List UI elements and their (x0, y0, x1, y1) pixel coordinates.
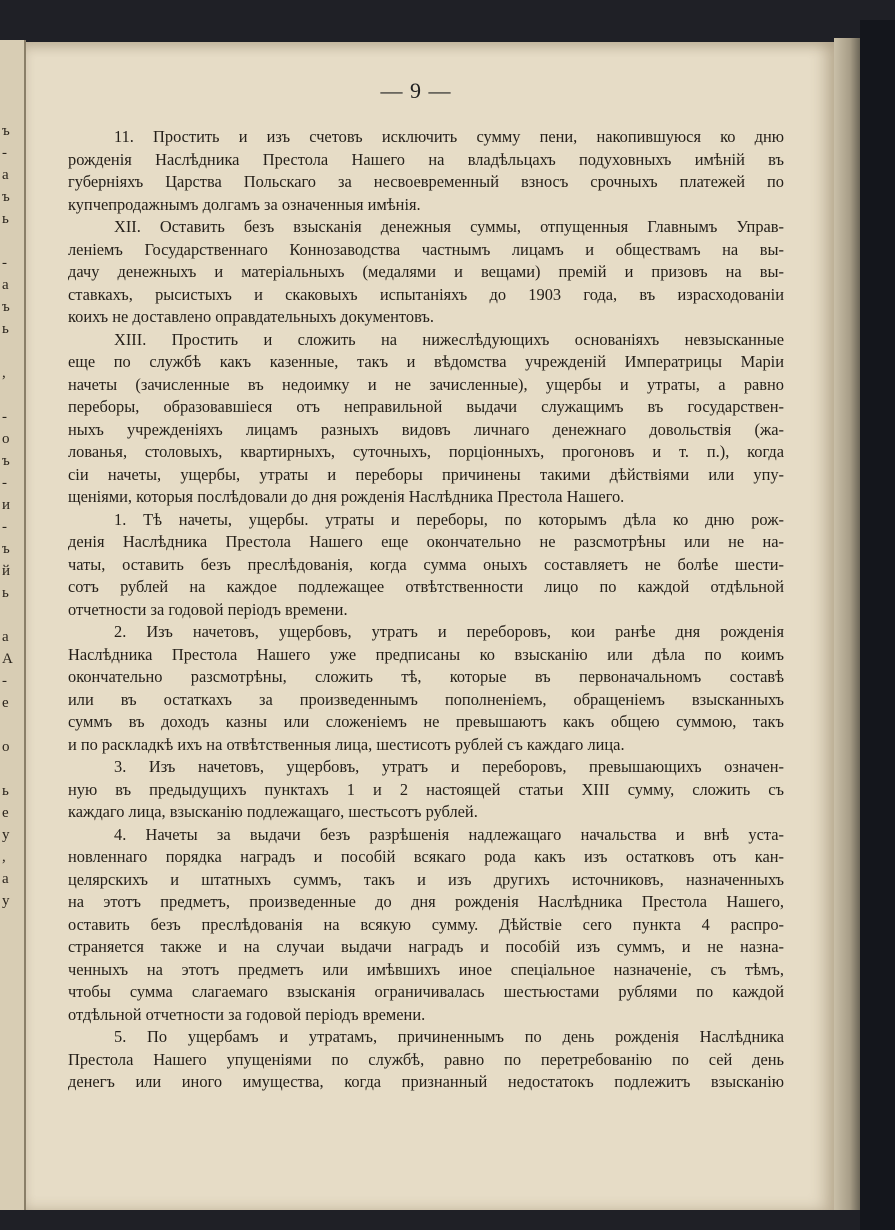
text-line: XIII. Простить и сложить на нижеслѣдующихъ основаніяхъ невзысканные (114, 329, 784, 349)
text-line: новленнаго порядка наградъ и пособій всякаго рода какъ изъ остатковъ отъ кан- (68, 847, 784, 866)
text-line: сіи начеты, ущербы, утраты и переборы причинены такими дѣйствіями или упу- (68, 464, 784, 484)
text-line: коихъ не доставлено оправдательныхъ документовъ. (68, 307, 434, 326)
text-line: рожденія Наслѣдника Престола Нашего на владѣльцахъ подуховныхъ имѣній въ (68, 149, 784, 169)
text-line: 2. Изъ начетовъ, ущербовъ, утратъ и переборовъ, кои ранѣе дня рожденія (114, 622, 784, 641)
text-line: денегъ или иного имущества, когда признанный недостатокъ подлежитъ взысканію (68, 1072, 784, 1091)
text-line: купчепродажнымъ долгамъ за означенныя имѣнія. (68, 194, 421, 214)
text-line: ныхъ учрежденіяхъ лицамъ разныхъ видовъ личнаго денежнаго довольствія (жа- (68, 419, 784, 439)
text-line: дачу денежныхъ и матеріальныхъ (медалями и вещами) премій и призовъ на вы- (68, 262, 784, 281)
text-line: 11. Простить и изъ счетовъ исключить сумму пени, накопившуюся ко дню (114, 127, 784, 146)
body-text (68, 126, 784, 1094)
page-stack-edge (834, 38, 860, 1210)
text-line: и по раскладкѣ ихъ на отвѣтственныя лица, шестисотъ рублей съ каждаго лица. (68, 734, 625, 754)
text-line: ную въ предыдущихъ пунктахъ 1 и 2 настоящей статьи XIII сумму, сложить съ (68, 779, 784, 799)
text-line: отдѣльной отчетности за годовой періодъ времени. (68, 1004, 426, 1024)
text-line: или въ остаткахъ за произведеннымъ пополненіемъ, обращеніемъ взысканныхъ (68, 689, 784, 709)
text-line: 3. Изъ начетовъ, ущербовъ, утратъ и переборовъ, превышающихъ означен- (114, 757, 784, 776)
text-line: еще по службѣ какъ казенные, такъ и вѣдомства учрежденій Императрицы Маріи (68, 352, 784, 371)
text-line: целярскихъ и штатныхъ суммъ, такъ и изъ другихъ источниковъ, назначенныхъ (68, 869, 784, 889)
text-line: XII. Оставить безъ взысканія денежныя суммы, отпущенныя Главнымъ Управ- (114, 217, 784, 236)
text-line: денія Наслѣдника Престола Нашего еще окончательно не разсмотрѣны или не на- (68, 532, 784, 551)
text-line: каждаго лица, взысканію подлежащаго, шестьсотъ рублей. (68, 802, 478, 821)
page-number: — 9 — (380, 78, 452, 103)
text-line: Наслѣдника Престола Нашего уже предписаны ко взысканію или дѣла по коимъ (68, 644, 784, 664)
text-line: лованья, столовыхъ, квартирныхъ, суточныхъ, порціонныхъ, прогоновъ и т. п.), когда (68, 442, 784, 461)
text-line: окончательно разсмотрѣны, сложить тѣ, которые въ первоначальномъ составѣ (68, 667, 784, 686)
text-line: ченныхъ на этотъ предметъ или имѣвшихъ иное спеціальное назначеніе, съ тѣмъ, (68, 959, 784, 979)
document-page (26, 42, 834, 1210)
text-line: отчетности за годовой періодъ времени. (68, 599, 348, 619)
text-line: щеніями, которыя послѣдовали до дня рожденія Наслѣдника Престола Нашего. (68, 487, 625, 506)
text-line: леніемъ Государственнаго Коннозаводства частнымъ лицамъ и обществамъ на вы- (68, 239, 784, 259)
text-line: чтобы сумма слагаемаго взысканія ограничивалась шестьюстами рублями по каждой (68, 982, 784, 1001)
text-line: губерніяхъ Царства Польскаго за несвоевременный взносъ срочныхъ платежей по (68, 172, 784, 191)
book-spine (860, 20, 895, 1230)
text-line: 1. Тѣ начеты, ущербы. утраты и переборы, по которымъ дѣла ко дню рож- (114, 509, 784, 529)
text-line: суммъ въ доходъ казны или сложеніемъ не превышаютъ какъ общею суммою, такъ (68, 712, 784, 731)
text-line: начеты (зачисленные въ недоимку и не зачисленные), ущербы и утраты, а равно (68, 374, 784, 394)
text-line: чаты, оставить безъ преслѣдованія, когда сумма оныхъ составляетъ не болѣе шести- (68, 554, 784, 574)
text-line: ставкахъ, рысистыхъ и скаковыхъ испытаніяхъ до 1903 года, въ израсходованіи (68, 284, 784, 304)
left-margin-text-fragments: ъ - а ъ ь - а ъ ь , - о ъ - и - ъ й ь а А - e о ь е у , а у (2, 123, 13, 909)
text-line: 5. По ущербамъ и утратамъ, причиненнымъ по день рожденія Наслѣдника (114, 1027, 784, 1046)
text-line: сотъ рублей на каждое подлежащее отвѣтственности лицо по каждой отдѣльной (68, 577, 784, 596)
left-facing-page-edge (0, 40, 26, 1210)
text-line: переборы, образовавшіеся отъ неправильной выдачи служащимъ въ государствен- (68, 397, 784, 416)
text-line: Престола Нашего упущеніями по службѣ, равно по перетребованію по сей день (68, 1049, 784, 1069)
text-line: оставить безъ преслѣдованія на всякую сумму. Дѣйствіе сего пункта 4 распро- (68, 914, 784, 934)
text-line: страняется также и на случаи выдачи наградъ и пособій изъ суммъ, и не назна- (68, 937, 784, 956)
text-line: на этотъ предметъ, произведенные до дня рожденія Наслѣдника Престола Нашего, (68, 892, 784, 911)
text-line: 4. Начеты за выдачи безъ разрѣшенія надлежащаго начальства и внѣ уста- (114, 824, 784, 844)
